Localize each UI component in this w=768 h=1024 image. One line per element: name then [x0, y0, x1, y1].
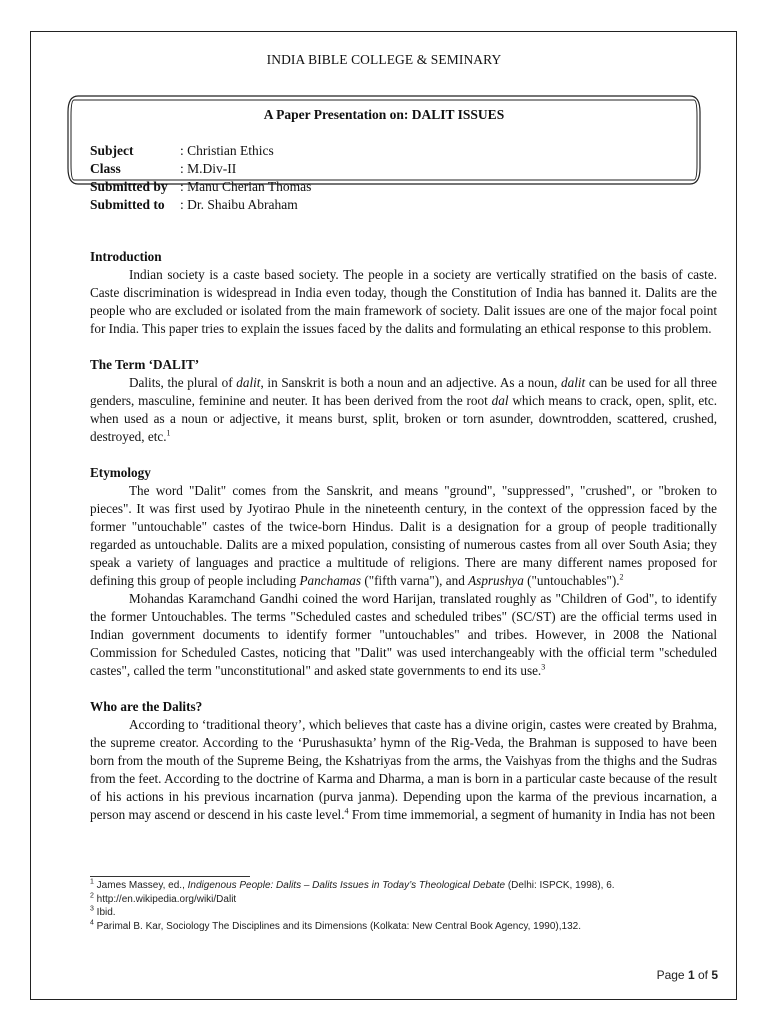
footnote-ref: 1 [166, 428, 171, 438]
footnote-divider [90, 876, 250, 877]
footnote-ref: 3 [541, 662, 546, 672]
footnote-4: $^4$ Parimal B. Kar, Sociology The Disciplines and its Dimensions (Kolkata: New Central Book Agency, 1990),132. [90, 919, 581, 932]
paper-title: A Paper Presentation on: DALIT ISSUES [263, 107, 505, 122]
paragraph-etymology-2: Mohandas Karamchand Gandhi coined the word Harijan, translated roughly as "Children of God", to identify the former Untouchables. The terms "Scheduled castes and scheduled tribes" (SC/ST) are the official terms used in Indian government documents to identify former "untouchables" and tribes. However, in 2008 the National Commission for Scheduled Castes, noticing that "Dalit" was used interchangeably with the official term "scheduled castes", called the term "unconstitutional" and asked state governments to end its use.$^3$ [90, 591, 717, 678]
footnote-1: $^1$ James Massey, ed., Indigenous People: Dalits – Dalits Issues in Today’s Theological Debate (Delhi: ISPCK, 1998), 6. [90, 878, 615, 891]
paragraph-introduction: Indian society is a caste based society. The people in a society are vertically stratified on the basis of caste. Caste discrimination is widespread in India even today, though the Constitution of India has banned it. Dalits are the people who are excluded or isolated from the main framework of society. Dalit issues are one of the major focal point for India. This paper tries to explain the issues faced by the dalits and formulating an ethical response to this problem. [90, 267, 717, 336]
meta-key: Subject [90, 143, 134, 158]
footnotes [90, 876, 717, 933]
meta-value: : Manu Cherian Thomas [180, 179, 312, 194]
heading-term-dalit: The Term ‘DALIT’ [90, 357, 200, 372]
meta-value: : Christian Ethics [180, 143, 274, 158]
heading-who-are-dalits: Who are the Dalits? [90, 699, 203, 714]
footnote-2: $^2$ http://en.wikipedia.org/wiki/Dalit [90, 892, 237, 905]
footnote-ref: 4 [344, 806, 349, 816]
page-number: Page 1 of 5 [656, 968, 718, 982]
meta-key: Class [90, 161, 121, 176]
meta-key: Submitted to [90, 197, 165, 212]
meta-submitted-to [90, 196, 298, 214]
document-body [90, 248, 717, 824]
meta-key: Submitted by [90, 179, 168, 194]
heading-etymology: Etymology [90, 465, 151, 480]
meta-subject [90, 142, 274, 160]
college-name: INDIA BIBLE COLLEGE & SEMINARY [266, 52, 502, 67]
paragraph-etymology-1: The word "Dalit" comes from the Sanskrit, and means "ground", "suppressed", "crushed", or "broken to pieces". It was first used by Jyotirao Phule in the nineteenth century, in the context of the oppression faced by the former "untouchable" castes of the twice-born Hindus. Dalit is a designation for a group of people traditionally regarded as untouchable. Dalits are a mixed population, consisting of numerous castes from all over South Asia; they speak a variety of languages and practice a multitude of religions. There are many different names proposed for defining this group of people including Panchamas ("fifth varna"), and Asprushya ("untouchables").$^2$ [90, 483, 717, 588]
meta-class [90, 160, 236, 178]
meta-value: : M.Div-II [180, 161, 237, 176]
paragraph-term-dalit: Dalits, the plural of dalit, in Sanskrit is both a noun and an adjective. As a noun, dalit can be used for all three genders, masculine, feminine and neuter. It has been derived from the root dal which means to crack, open, split, etc. when used as a noun or adjective, it means burst, split, broken or torn asunder, downtrodden, scattered, crushed, destroyed, etc.$^1$ [90, 375, 718, 444]
footnote-3: $^3$ Ibid. [90, 905, 116, 918]
meta-submitted-by [90, 178, 311, 196]
heading-introduction: Introduction [90, 249, 162, 264]
meta-value: : Dr. Shaibu Abraham [180, 197, 298, 212]
paragraph-who-are-dalits: According to ‘traditional theory’, which believes that caste has a divine origin, castes were created by Brahma, the supreme creator. According to the ‘Purushasukta’ hymn of the Rig-Veda, the Brahman is supposed to have been born from the mouth of the Supreme Being, the Kshatriyas from the arms, the Vaishyas from the thighs and the Sudras from the feet. According to the doctrine of Karma and Dharma, a man is born in a particular caste because of the result of his actions in his previous incarnation (purva janma). Depending upon the karma of the previous incarnation, a person may ascend or descend in his caste level.$^4$ From time immemorial, a segment of humanity in India has not been [90, 717, 717, 822]
footnote-ref: 2 [619, 572, 624, 582]
